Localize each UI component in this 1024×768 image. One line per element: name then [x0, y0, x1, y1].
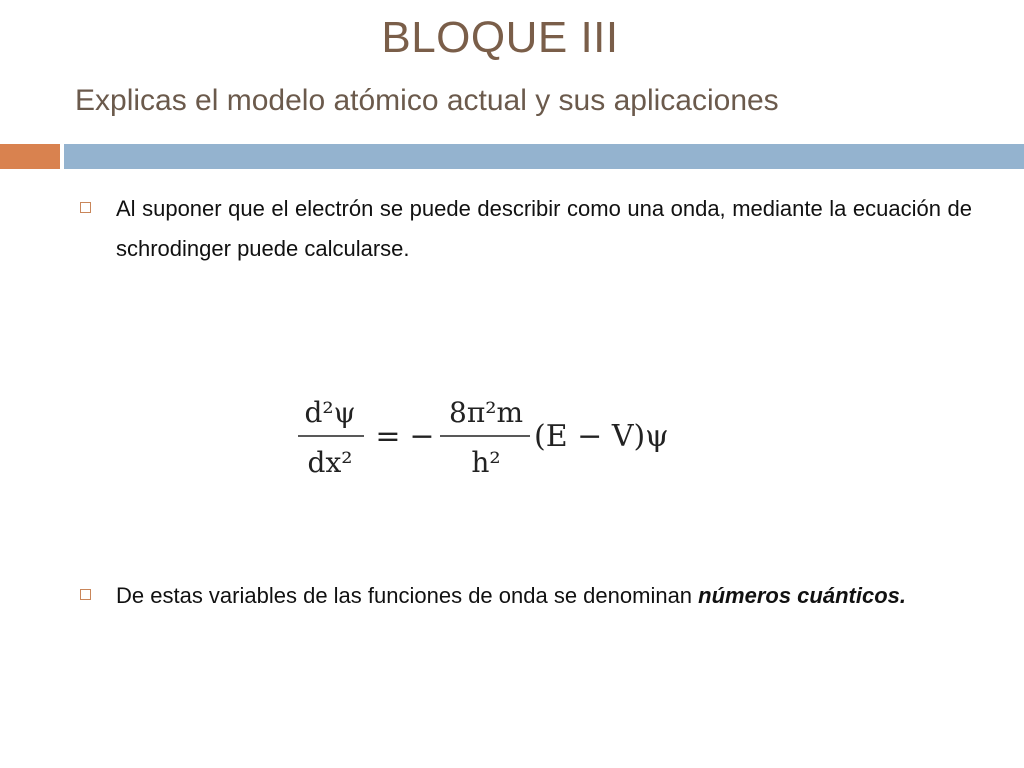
- accent-bar-blue: [64, 144, 1024, 169]
- equation-lhs-denominator: dx²: [307, 446, 353, 479]
- equation-rhs-tail: (E − V)ψ: [534, 419, 669, 454]
- equation-lhs-numerator: d²ψ: [304, 396, 356, 429]
- bullet-text-1: Al suponer que el electrón se puede describir como una onda, mediante la ecuación de schrodinger puede calcularse.: [116, 196, 972, 261]
- bullet-item-1: [80, 189, 972, 269]
- accent-bar-orange: [0, 144, 60, 169]
- bullet-text-2-main: De estas variables de las funciones de onda se denominan: [116, 583, 699, 608]
- square-bullet-icon: [80, 589, 91, 600]
- equation-equals: =: [375, 419, 401, 454]
- equation-rhs-numerator: 8π²m: [449, 396, 523, 429]
- slide-subtitle: Explicas el modelo atómico actual y sus aplicaciones: [75, 84, 779, 117]
- equation-rhs-denominator: h²: [471, 446, 501, 479]
- square-bullet-icon: [80, 202, 91, 213]
- equation-minus: −: [409, 419, 435, 454]
- slide-title: BLOQUE III: [381, 13, 619, 62]
- bullet-text-2: [116, 576, 972, 616]
- bullet-item-2: [80, 576, 972, 616]
- schrodinger-equation: [290, 388, 710, 488]
- bullet-text-2-emphasis: números cuánticos.: [698, 583, 906, 608]
